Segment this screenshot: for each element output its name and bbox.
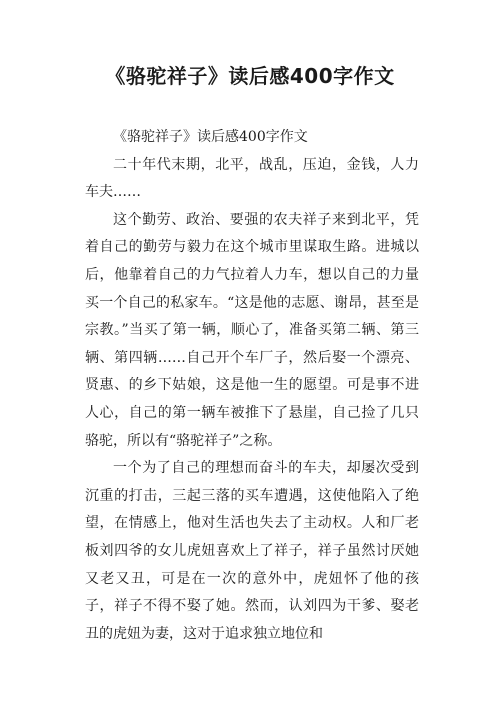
document-body	[85, 124, 419, 648]
document-title: 《骆驼祥子》读后感400字作文	[105, 64, 395, 88]
paragraph-xiangzi-dream: 这个勤劳、政治、要强的农夫祥子来到北平，凭着自己的勤劳与毅力在这个城市里谋取生路。进城以后，他靠着自己的力气拉着人力车，想以自己的力量买一个自己的私家车。“这是他的志愿、谢昂，甚至是宗教。”当买了第一辆，顺心了，准备买第二辆、第三辆、第四辆……自己开个车厂子，然后娶一个漂亮、贤惠、的乡下姑娘，这是他一生的愿望。可是事不进人心，自己的第一辆车被推下了悬崖，自己捡了几只骆驼，所以有“骆驼祥子”之称。	[85, 211, 419, 449]
paragraph-setbacks: 一个为了自己的理想而奋斗的车夫，却屡次受到沉重的打击，三起三落的买车遭遇，这使他陷入了绝望，在情感上，他对生活也失去了主动权。人和厂老板刘四爷的女儿虎妞喜欢上了祥子，祥子虽然讨厌她又老又丑，可是在一次的意外中，虎妞怀了他的孩子，祥子不得不娶了她。然而，认刘四为干爹、娶老丑的虎妞为妻，这对于追求独立地位和	[85, 460, 419, 642]
paragraph-subtitle: 《骆驼祥子》读后感400字作文	[113, 129, 308, 145]
paragraph-setting: 二十年代末期，北平，战乱，压迫，金钱，人力车夫……	[85, 156, 419, 201]
